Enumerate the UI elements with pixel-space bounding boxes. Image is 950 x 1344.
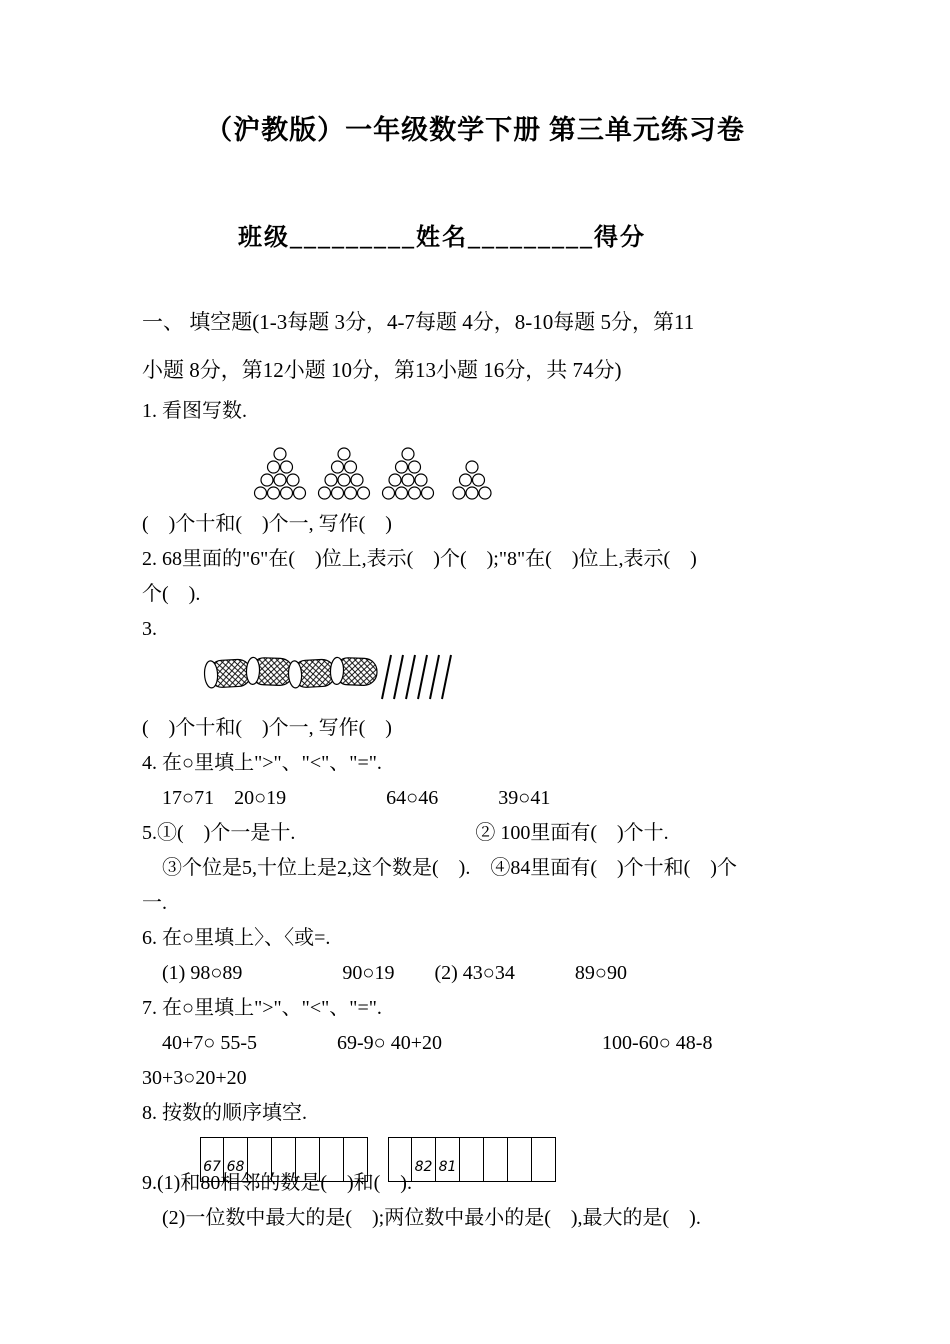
section-heading-line2: 小题 8分，第12小题 10分，第13小题 16分，共 74分) — [142, 358, 622, 382]
q5-line1: 5.①( )个一是十. ② 100里面有( )个十. — [142, 822, 669, 844]
circle-stack-3 — [383, 448, 434, 499]
stick-bundle-1 — [204, 659, 252, 688]
q1-label: 1. 看图写数. — [142, 400, 247, 422]
circle-stacks — [255, 448, 492, 499]
q5-line3: 一. — [142, 892, 167, 914]
q2-line1: 2. 68里面的"6"在( )位上,表示( )个( );"8"在( )位上,表示( ) — [142, 548, 697, 570]
q4-items: 17○71 20○19 64○46 39○41 — [142, 787, 551, 809]
sequence-cell: 81 — [436, 1137, 460, 1182]
sticks-figure — [202, 649, 462, 707]
circle-stack-4 — [453, 461, 491, 499]
q8-label: 8. 按数的顺序填空. — [142, 1102, 307, 1124]
q7-line2: 30+3○20+20 — [142, 1067, 247, 1089]
q6-items: (1) 98○89 90○19 (2) 43○34 89○90 — [142, 962, 627, 984]
section-heading-line1: 一、 填空题(1-3每题 3分，4-7每题 4分，8-10每题 5分，第11 — [142, 310, 695, 334]
q9-line1: 9.(1)和80相邻的数是( )和( ). — [142, 1172, 412, 1194]
q2-line2: 个( ). — [142, 583, 201, 605]
sequence-cell: 67 — [200, 1137, 224, 1182]
circle-stack-1 — [255, 448, 306, 499]
stick-bundle-2 — [246, 657, 293, 686]
sequence-cell: 82 — [412, 1137, 436, 1182]
stick-bundle-4 — [330, 657, 377, 686]
q4-label: 4. 在○里填上">"、"<"、"=". — [142, 752, 382, 774]
page-title: （沪教版）一年级数学下册 第三单元练习卷 — [205, 115, 745, 145]
q5-line2: ③个位是5,十位上是2,这个数是( ). ④84里面有( )个十和( )个 — [142, 857, 737, 879]
loose-sticks — [382, 655, 451, 699]
q1-answer-line: ( )个十和( )个一, 写作( ) — [142, 513, 392, 535]
q6-label: 6. 在○里填上〉、〈或=. — [142, 927, 331, 949]
sequence-cell: 68 — [224, 1137, 248, 1182]
stick-bundle-3 — [288, 659, 336, 688]
q3-answer-line: ( )个十和( )个一, 写作( ) — [142, 717, 392, 739]
circles-figure — [250, 431, 510, 503]
q3-label: 3. — [142, 618, 157, 640]
class-name-score-line: 班级_________姓名_________得分 — [238, 225, 646, 251]
circle-stack-2 — [319, 448, 370, 499]
q7-line1: 40+7○ 55-5 69-9○ 40+20 100-60○ 48-8 — [142, 1032, 713, 1054]
q9-line2: (2)一位数中最大的是( );两位数中最小的是( ),最大的是( ). — [142, 1207, 701, 1229]
worksheet-content — [142, 217, 850, 1236]
q7-label: 7. 在○里填上">"、"<"、"=". — [142, 997, 382, 1019]
